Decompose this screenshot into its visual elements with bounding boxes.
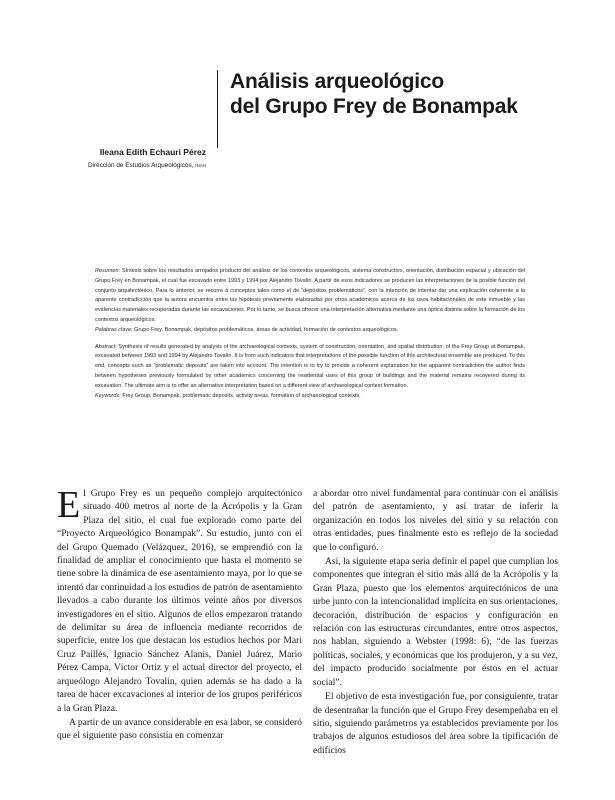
keywords-es <box>95 326 525 336</box>
article-title <box>230 69 600 119</box>
author-affiliation <box>88 161 206 170</box>
title-line-2: del Grupo Frey de Bonampak <box>230 95 518 118</box>
body-paragraph-5: El objetivo de esta investigación fue, por consiguiente, tratar de desentrañar la función que el Grupo Frey desempeñaba en el sitio, siguiendo parámetros ya establecidos previamente por los trabajos de algunos estudiosos del área sobre la tipificación de edificios <box>313 691 558 756</box>
body-paragraph-2: A partir de un avance considerable en esa labor, se consideró que el siguiente paso consistía en comenzar <box>57 716 302 742</box>
title-rule <box>217 70 218 148</box>
keywords-en-text: Frey Group, Bonampak, problematic deposits, activity areas, formation of archaeological contexts. <box>122 392 361 399</box>
body-paragraph-3: a abordar otro nivel fundamental para continuar con el análisis del patrón de asentamiento, y así tratar de inferir la organización en todos los niveles del sitio y su relación con otras entidades, pues finalmente esto es reflejo de la sociedad que lo configuró. <box>313 488 558 553</box>
abstract-en-text: Synthesis of results generated by analysis of the archaeological contexts, system of construction, orientation, and spatial distribution, of the Frey Group at Bonampak, excavated between 1993 and 1994 by Alejandro Tovalín. It is from such indicators that interpretations of the possible function of this architectural ensemble are produced. To this end, concepts such as “problematic deposits” are taken into account. The intention is to try to provide a coherent explanation for the apparent contradiction the author finds between hypotheses previously formulated by other academics concerning the residential uses of this group of buildings and the material remains recovered during its excavation. The ultimate aim is to offer an alternative interpretation based on a different view of archaeological context formation. <box>95 343 525 389</box>
keywords-es-label: Palabras clave: <box>95 326 133 333</box>
abstract-en-label: Abstract: <box>95 343 117 350</box>
body-column-right <box>313 487 558 757</box>
abstract-en <box>95 343 525 392</box>
keywords-en <box>95 392 525 402</box>
author-name: Ileana Edith Echauri Pérez <box>99 147 206 157</box>
abstract-es <box>95 267 525 326</box>
title-line-1: Análisis arqueológico <box>230 70 445 93</box>
abstracts-block <box>95 267 525 401</box>
affiliation-text: Dirección de Estudios Arqueológicos, <box>87 162 194 169</box>
abstract-es-text: Síntesis sobre los resultados arrojados producto del análisis de los contextos arqueológicos, sistema constructivo, orientación, distribución espacial y ubicación del Grupo Frey en Bonampak, el cual fue excavado entre 1993 y 1994 por Alejandro Tovalín. A partir de esos indicadores se producen las interpretaciones de la posible función del conjunto arquitectónico. Para lo anterior, se recurre a conceptos tales como el de “depósitos problemáticos”, con la intención de intentar dar una explicación coherente a la aparente contradicción que la autora encuentra entre las hipótesis previamente elaboradas por otros académicos acerca de los usos habitacionales de este inmueble y las evidencias materiales recuperadas durante las excavaciones. Por lo tanto, se busca ofrecer una interpretación alternativa mediante una óptica distinta sobre la formación de los contextos arqueológicos. <box>95 268 525 323</box>
keywords-en-label: Keywords: <box>95 392 121 399</box>
body-paragraph-4: Así, la siguiente etapa sería definir el papel que cumplían los componentes que integran el sitio más allá de la Acrópolis y la Gran Plaza, puesto que los elementos arquitectónicos de una urbe junto con la intencionalidad implícita en sus orientaciones, decoración, distribución de espacios y configuración en relación con las estructuras circundantes, entre otros aspectos, nos hablan, siguiendo a Webster (1998: 6), “de las fuerzas políticas, sociales, y económicas que los produjeron, y a su vez, del impacto producido socialmente por éstos en el actuar social”. <box>313 556 558 688</box>
affiliation-abbr: INAH <box>195 163 206 168</box>
drop-cap: E <box>57 484 81 526</box>
body-column-left <box>57 484 302 743</box>
abstract-es-label: Resumen: <box>95 268 121 274</box>
body-paragraph-1 <box>57 484 302 715</box>
body-paragraph-1-text: l Grupo Frey es un pequeño complejo arquitectónico situado 400 metros al norte de la Acrópolis y la Gran Plaza del sitio, el cual fue explorado como parte del “Proyecto Arqueológico Bonampak”. Su estudio, junto con el del Grupo Quemado (Velázquez, 2016), se emprendió con la finalidad de ampliar el conocimiento que hasta el momento se tiene sobre la dinámica de ese asentamiento maya, por lo que se intentó dar continuidad a los estudios de patrón de asentamiento llevados a cabo durante los últimos veinte años por diversos investigadores en el sitio. Algunos de ellos empezaron tratando de delimitar su área de influencia mediante recorridos de superficie, entre los que destacan los estudios hechos por Mari Cruz Paillés, Ignacio Sánchez Alanis, Daniel Juárez, Mario Pérez Campa, Víctor Ortiz y el actual director del proyecto, el arqueólogo Alejandro Tovalín, quien además se ha dado a la tarea de hacer excavaciones al interior de los grupos periféricos a la Gran Plaza. <box>57 488 302 714</box>
keywords-es-text: Grupo Frey, Bonampak, depósitos problemáticos, áreas de actividad, formación de contextos arqueológicos. <box>134 326 399 333</box>
